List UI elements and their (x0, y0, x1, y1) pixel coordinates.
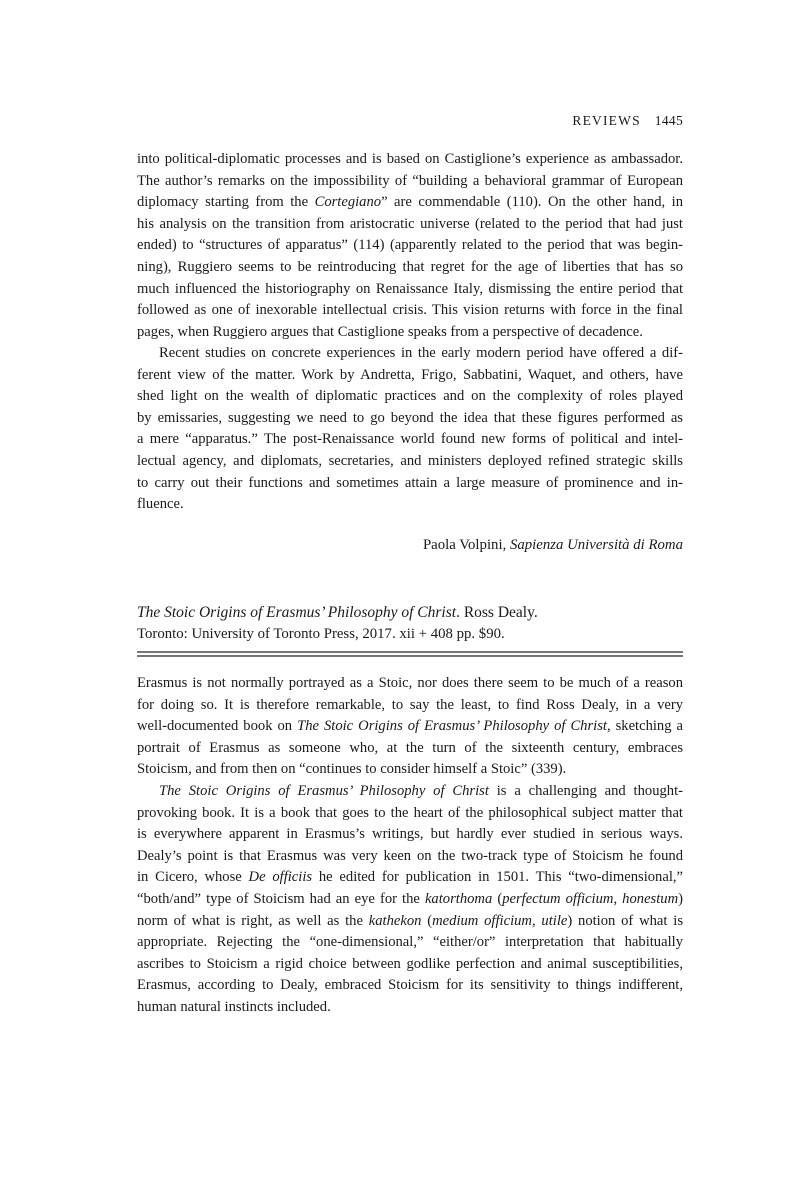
book-title: The Stoic Origins of Erasmus’ Philosophy of Christ (137, 604, 457, 621)
text-line (137, 824, 683, 846)
italic-text: De officiis (248, 869, 313, 886)
review1-paragraph-2 (137, 343, 683, 516)
text-line (137, 322, 683, 344)
text-line (137, 149, 683, 171)
text-line (137, 867, 683, 889)
italic-text: The Stoic Origins of Erasmus’ Philosophy of Christ (159, 783, 489, 799)
text-run: ascribes to Stoicism a rigid choice between godlike perfection and animal susceptibilities, (137, 955, 683, 972)
text-run: in Cicero, whose (137, 869, 249, 886)
text-line (137, 408, 683, 430)
text-line (137, 365, 683, 387)
italic-text: utile (541, 912, 568, 929)
italic-text: kathekon (368, 912, 422, 929)
text-run: well-documented book on (137, 718, 298, 735)
text-run: is a challenging and thought- (488, 783, 683, 799)
review2-paragraph-1 (137, 673, 683, 781)
text-run: for doing so. It is therefore remarkable, to say the least, to find Ross Dealy, in a very (137, 696, 683, 713)
text-run: Stoicism, and from then on “continues to consider himself a Stoic” (339). (137, 761, 567, 778)
divider-rule (137, 655, 683, 657)
text-run: ) notion of what is (567, 912, 683, 929)
italic-text: medium officium (432, 912, 532, 929)
text-run: Erasmus, according to Dealy, embraced Stoicism for its sensitivity to things indifferent, (137, 977, 683, 994)
text-run: ) (678, 890, 683, 907)
text-line (137, 781, 683, 803)
text-line (137, 932, 683, 954)
reviewer-name: Paola Volpini, (422, 537, 510, 553)
text-run: by emissaries, suggesting we need to go beyond the idea that these figures performed as (137, 409, 683, 426)
text-line (137, 214, 683, 236)
text-line (137, 171, 683, 193)
publication-info: Toronto: University of Toronto Press, 2017. xii + 408 pp. $90. (137, 626, 505, 642)
reviewer-signature (423, 537, 683, 554)
text-line (137, 473, 683, 495)
text-run: followed as one of inexorable intellectual crisis. This vision returns with force in the final (137, 302, 683, 319)
page-number: 1445 (654, 113, 683, 128)
text-run: Dealy’s point is that Erasmus was very keen on the two-track type of Stoicism he found (137, 847, 683, 864)
text-run: , (613, 890, 623, 907)
text-run: is everywhere apparent in Erasmus’s writings, but hardly ever studied in serious ways. (137, 826, 683, 843)
text-run: ended) to “structures of apparatus” (114) (apparently related to the period that was begin- (137, 237, 683, 254)
review2-paragraph-2 (137, 781, 683, 1019)
text-line (137, 673, 683, 695)
text-run: diplomacy starting from the (137, 194, 315, 211)
text-line (137, 386, 683, 408)
text-line (137, 846, 683, 868)
text-line (137, 494, 683, 516)
text-run: ( (421, 912, 433, 929)
text-line (137, 803, 683, 825)
text-run: , (531, 912, 542, 929)
running-head-section: REVIEWS (572, 113, 641, 128)
text-line (137, 300, 683, 322)
text-run: “both/and” type of Stoicism had an eye for the (137, 890, 425, 907)
text-run: pages, when Ruggiero argues that Castiglione speaks from a perspective of decadence. (137, 323, 643, 340)
text-run: shed light on the wealth of diplomatic practices and on the complexity of roles played (137, 388, 683, 405)
review1-paragraph-1 (137, 149, 683, 343)
divider-rule (137, 651, 683, 653)
text-run: ning), Ruggiero seems to be reintroducing that regret for the age of liberties that has so (137, 258, 683, 275)
text-run: ” are commendable (110). On the other hand, in (381, 194, 683, 211)
text-run: his analysis on the transition from aristocratic universe (related to the period that had just (137, 215, 683, 232)
text-line (137, 975, 683, 997)
text-line (137, 738, 683, 760)
text-line (137, 695, 683, 717)
review-heading (137, 604, 538, 622)
text-run: much influenced the historiography on Renaissance Italy, dismissing the entire period that (137, 280, 683, 297)
text-run: portrait of Erasmus as someone who, at the turn of the sixteenth century, embraces (137, 739, 683, 756)
text-run: into political-diplomatic processes and is based on Castiglione’s experience as ambassador. (137, 151, 683, 167)
text-run: appropriate. Rejecting the “one-dimensional,” “either/or” interpretation that habitually (137, 934, 683, 951)
text-line (137, 911, 683, 933)
text-run: Erasmus is not normally portrayed as a Stoic, nor does there seem to be much of a reason (137, 675, 683, 691)
text-line (137, 343, 683, 365)
italic-text: honestum (622, 890, 679, 907)
text-line (137, 889, 683, 911)
text-run: ferent view of the matter. Work by Andretta, Frigo, Sabbatini, Waquet, and others, have (137, 366, 683, 383)
text-line (137, 257, 683, 279)
reviewer-affiliation: Sapienza Università di Roma (509, 537, 683, 553)
text-line (137, 235, 683, 257)
text-line (137, 429, 683, 451)
text-run: lectual agency, and diplomats, secretaries, and ministers deployed refined strategic skills (137, 452, 683, 469)
text-line (137, 451, 683, 473)
text-run: human natural instincts included. (137, 998, 331, 1015)
italic-text: The Stoic Origins of Erasmus’ Philosophy of Christ (297, 718, 607, 735)
running-head (572, 113, 683, 129)
text-run: he edited for publication in 1501. This “two-dimensional,” (312, 869, 683, 886)
italic-text: katorthoma (424, 890, 493, 907)
text-run: The author’s remarks on the impossibility of “building a behavioral grammar of European (137, 172, 683, 189)
text-run: provoking book. It is a book that goes to the heart of the philosophical subject matter that (137, 804, 683, 821)
text-run: to carry out their functions and sometimes attain a large measure of prominence and in- (137, 474, 683, 491)
text-line (137, 192, 683, 214)
text-run: Recent studies on concrete experiences in the early modern period have offered a dif- (159, 345, 683, 361)
italic-text: perfectum officium (502, 890, 614, 907)
text-run: ( (492, 890, 503, 907)
italic-text: Cortegiano (314, 194, 382, 211)
book-author: . Ross Dealy. (456, 604, 538, 621)
text-run: fluence. (137, 496, 184, 513)
text-run: , sketching a (606, 718, 683, 735)
text-line (137, 997, 683, 1019)
text-line (137, 954, 683, 976)
text-line (137, 279, 683, 301)
text-run: a mere “apparatus.” The post-Renaissance world found new forms of political and intel- (137, 431, 683, 448)
text-line (137, 759, 683, 781)
text-run: norm of what is right, as well as the (137, 912, 369, 929)
text-line (137, 716, 683, 738)
